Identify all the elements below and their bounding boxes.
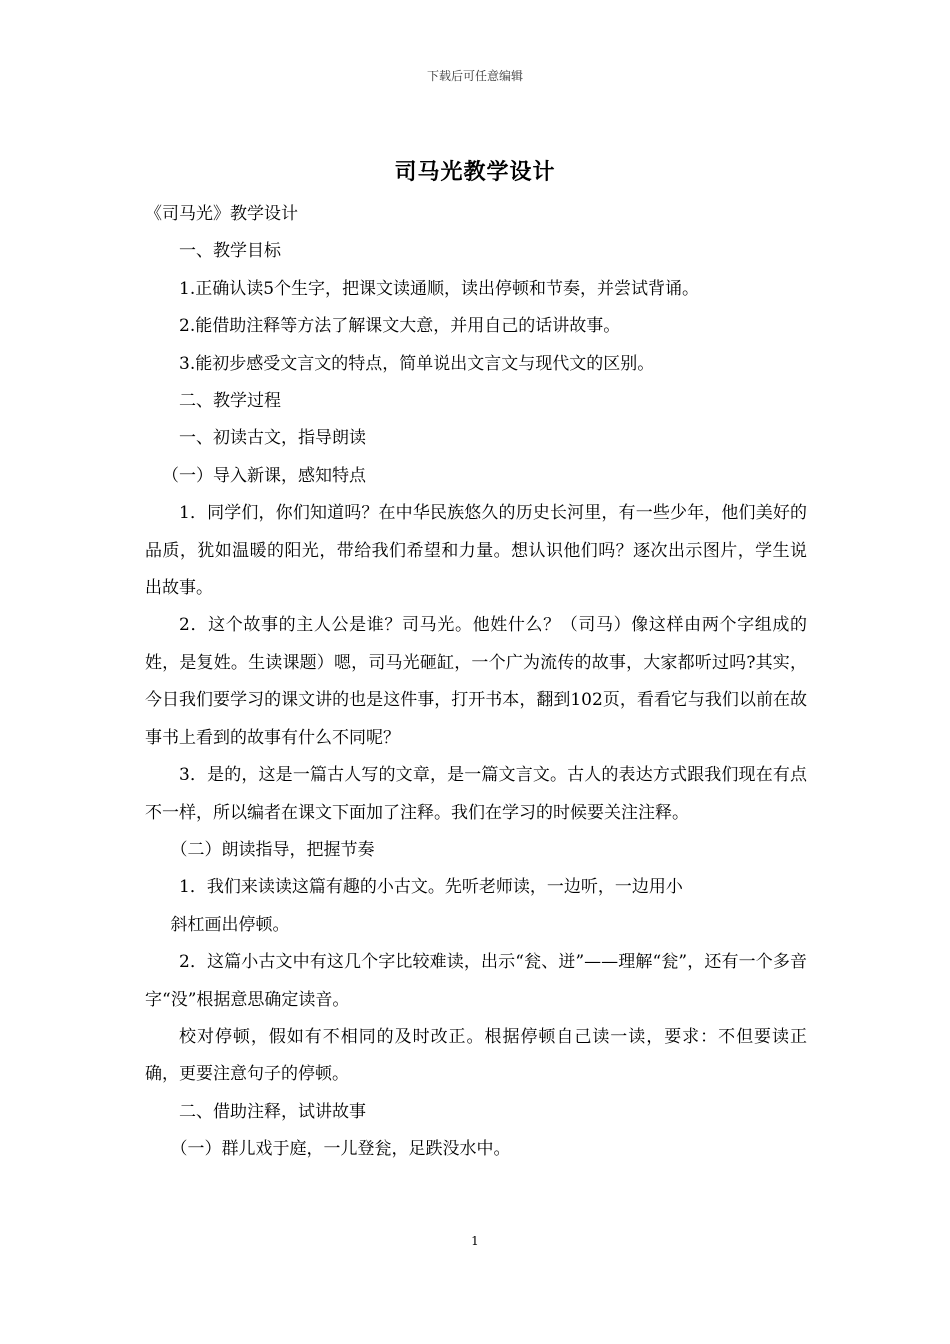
subsection-heading: （一）导入新课，感知特点: [162, 465, 366, 486]
subsection-heading: （二）朗读指导，把握节奏: [170, 839, 375, 860]
document-body: [145, 196, 807, 1169]
body-paragraph: 1．我们来读读这篇有趣的小古文。先听老师读，一边听，一边用小: [179, 877, 683, 898]
document-title: 司马光教学设计: [394, 159, 556, 185]
body-paragraph: 斜杠画出停顿。: [170, 914, 290, 935]
section-heading: 一、初读古文，指导朗读: [179, 428, 366, 449]
section-heading: 二、借助注释，试讲故事: [179, 1101, 366, 1122]
body-paragraph: 2．这篇小古文中有这几个字比较难读，出示“瓮、迸”——理解“瓮”，还有一个多音字“没”根据意思确定读音。: [145, 952, 807, 1010]
body-paragraph: 校对停顿，假如有不相同的及时改正。根据停顿自己读一读，要求：不但要读正确，更要注意句子的停顿。: [145, 1026, 807, 1085]
body-paragraph: 1．同学们，你们知道吗？在中华民族悠久的历史长河里，有一些少年，他们美好的品质，犹如温暖的阳光，带给我们希望和力量。想认识他们吗？逐次出示图片，学生说出故事。: [145, 503, 807, 599]
body-paragraph: 3．是的，这是一篇古人写的文章，是一篇文言文。古人的表达方式跟我们现在有点不一样，所以编者在课文下面加了注释。我们在学习的时候要关注注释。: [145, 765, 807, 823]
list-item: 1.正确认读5个生字，把课文读通顺，读出停顿和节奏，并尝试背诵。: [179, 278, 700, 299]
list-item: 2.能借助注释等方法了解课文大意，并用自己的话讲故事。: [179, 316, 621, 337]
list-item: 3.能初步感受文言文的特点，简单说出文言文与现代文的区别。: [179, 353, 655, 374]
section-heading: 二、教学过程: [179, 391, 281, 412]
subtitle-paragraph: 《司马光》教学设计: [145, 204, 298, 224]
section-heading: 一、教学目标: [179, 241, 281, 262]
page-number: 1: [471, 1234, 479, 1248]
body-paragraph: 2．这个故事的主人公是谁？司马光。他姓什么？（司马）像这样由两个字组成的姓，是复姓。生读课题）嗯，司马光砸缸，一个广为流传的故事，大家都听过吗?其实，今日我们要学习的课文讲的也是这件事，打开书本，翻到102页，看看它与我们以前在故事书上看到的故事有什么不同呢？: [145, 615, 807, 748]
subsection-heading: （一）群儿戏于庭，一儿登瓮，足跌没水中。: [170, 1139, 511, 1160]
page-header: 下载后可任意编辑: [426, 69, 523, 83]
